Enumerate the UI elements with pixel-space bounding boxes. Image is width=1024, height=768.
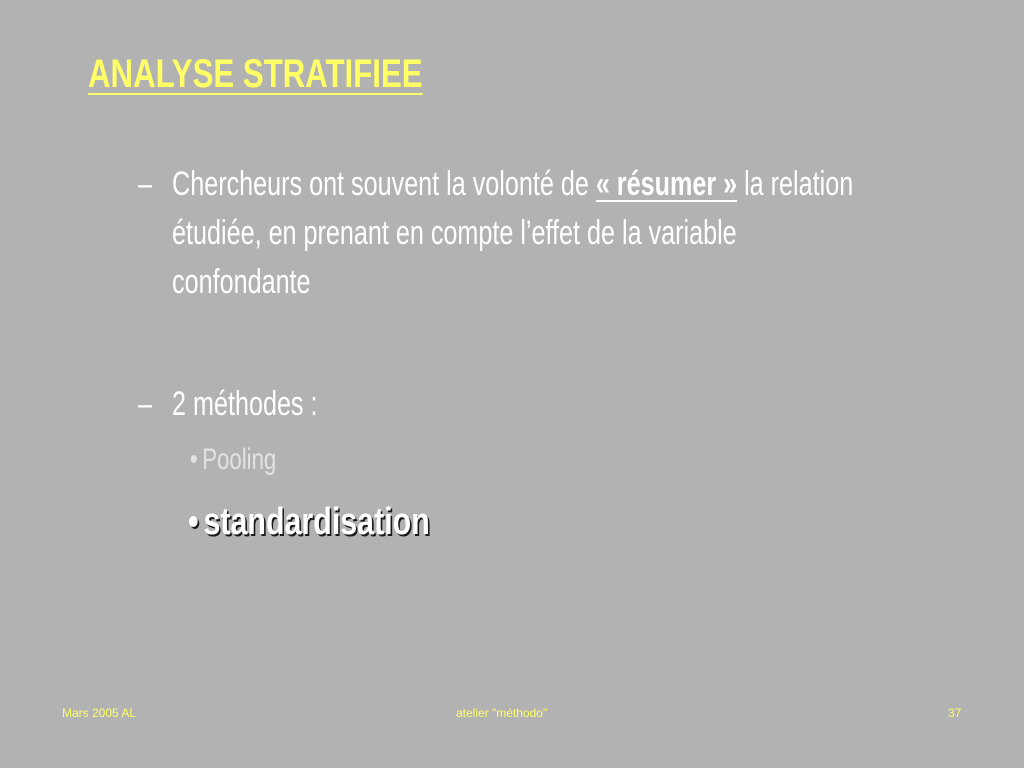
sub-item-standardisation — [188, 496, 430, 548]
sub-item-pooling — [190, 440, 276, 480]
bullet-item-text: 2 méthodes : — [172, 385, 318, 423]
text-after: la relation étudiée, en prenant en compte l’effet de la variable confondante — [172, 165, 854, 301]
bullet-dot: • — [188, 501, 199, 543]
text-before: Chercheurs ont souvent la volonté de — [172, 165, 596, 203]
sub-item-label: Pooling — [202, 443, 277, 476]
sub-item-label: standardisation — [203, 501, 430, 543]
dash-bullet: – — [138, 165, 153, 203]
slide-title: ANALYSE STRATIFIEE — [88, 52, 423, 96]
bullet-item-summarize — [138, 160, 878, 307]
footer-date: Mars 2005 AL — [62, 706, 137, 720]
footer-title: atelier "méthodo" — [456, 706, 548, 720]
emphasis-text: « résumer » — [595, 165, 738, 203]
bullet-dot: • — [190, 443, 198, 476]
bullet-item-methods — [138, 380, 434, 429]
slide-number: 37 — [948, 706, 962, 720]
dash-bullet: – — [138, 385, 153, 423]
bullet-item-text — [138, 160, 878, 307]
